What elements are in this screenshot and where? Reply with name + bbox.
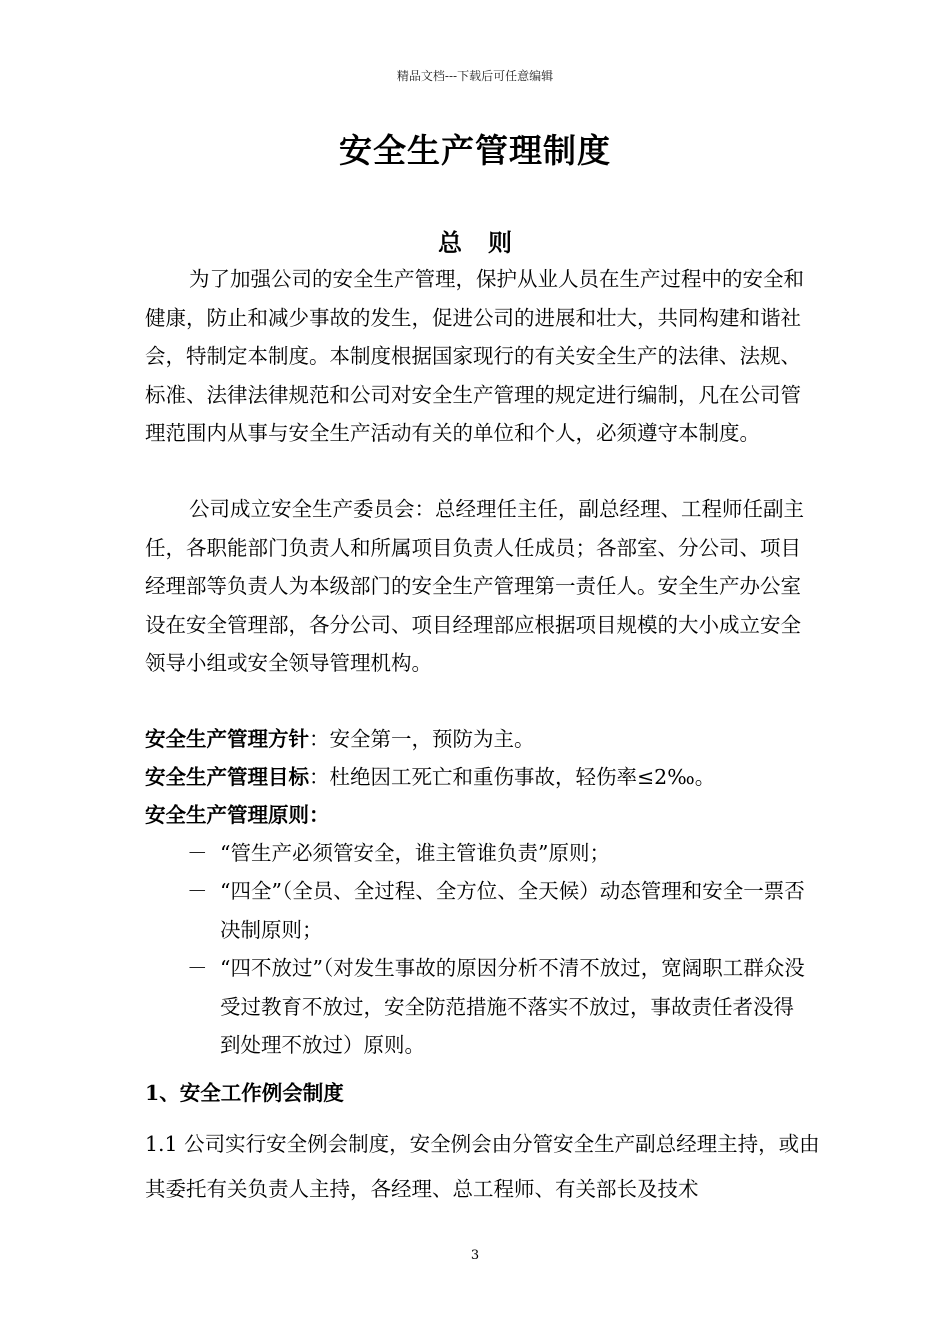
paragraph-text: 为了加强公司的安全生产管理，保护从业人员在生产过程中的安全和健康，防止和减少事故的发生，促进公司的进展和壮大，共同构建和谐社会，特制定本制度。本制度根据国家现行的有关安全生产的法律、法规、标准、法律法律规范和公司对安全生产管理的规定进行编制，凡在公司管理范围内从事与安全生产活动有关的单位和个人，必须遵守本制度。 <box>145 267 804 446</box>
document-title: 安全生产管理制度 <box>339 131 611 170</box>
principle-item <box>187 949 812 1065</box>
page-number: 3 <box>470 1248 480 1263</box>
target-text: 杜绝因工死亡和重伤事故，轻伤率≤2‰。 <box>329 765 716 789</box>
policy-text: 安全第一，预防为主。 <box>329 727 535 751</box>
paragraph-1-1: 1.1 公司实行安全例会制度，安全例会由分管安全生产副总经理主持，或由其委托有关负责人主持，各经理、总工程师、有关部长及技术 <box>145 1132 820 1201</box>
page-header: 精品文档---下载后可任意编辑 <box>396 69 554 83</box>
policy-separator: ： <box>309 727 330 751</box>
principle-line <box>145 796 330 834</box>
principle-item <box>187 834 812 873</box>
principle-item <box>187 872 812 949</box>
dash-marker: － <box>187 841 208 865</box>
dash-marker: － <box>187 956 208 980</box>
principle-item-text: “四全”（全员、全过程、全方位、全天候）动态管理和安全一票否决制原则； <box>220 879 805 942</box>
target-line <box>145 758 715 796</box>
paragraph-general-2 <box>145 490 810 683</box>
principle-label: 安全生产管理原则 <box>145 803 309 827</box>
policy-line <box>145 720 535 758</box>
section-title: 总则 <box>438 228 538 257</box>
target-label: 安全生产管理目标 <box>145 765 309 789</box>
policy-label: 安全生产管理方针 <box>145 727 309 751</box>
target-separator: ： <box>309 765 330 789</box>
heading-safety-meeting: 1、安全工作例会制度 <box>145 1081 344 1105</box>
principle-item-text: “管生产必须管安全，谁主管谁负责”原则； <box>220 841 610 865</box>
principle-separator: ： <box>309 803 330 827</box>
paragraph-general-1 <box>145 260 810 453</box>
paragraph-text: 公司成立安全生产委员会：总经理任主任，副总经理、工程师任副主任，各职能部门负责人和所属项目负责人任成员；各部室、分公司、项目经理部等负责人为本级部门的安全生产管理第一责任人。安全生产办公室设在安全管理部，各分公司、项目经理部应根据项目规模的大小成立安全领导小组或安全领导管理机构。 <box>145 497 804 676</box>
dash-marker: － <box>187 879 208 903</box>
principle-item-text: “四不放过”（对发生事故的原因分析不清不放过，宽阔职工群众没受过教育不放过，安全防范措施不落实不放过，事故责任者没得到处理不放过）原则。 <box>220 956 805 1058</box>
